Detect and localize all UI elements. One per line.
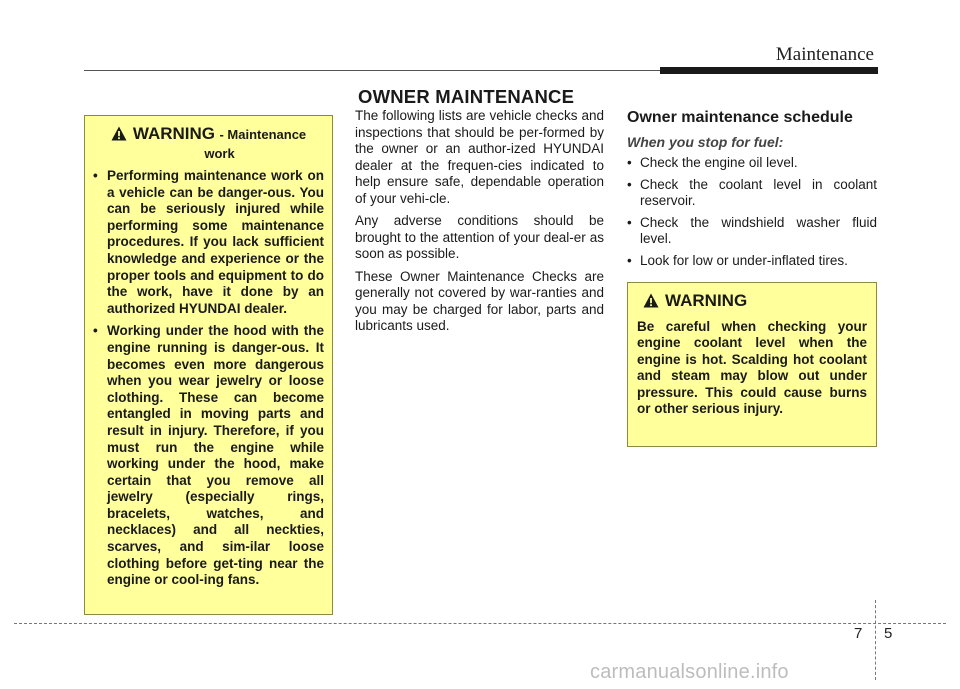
warning-subtitle-line2: work: [204, 146, 235, 161]
warning-item: • Performing maintenance work on a vehicle can be danger-ous. You can be seriously injured while performing some maintenance procedures. If you lack sufficient knowledge and experience or the proper tools and equipment to do the work, have it done by an authorized HYUNDAI dealer.: [93, 168, 324, 317]
schedule-subheading: When you stop for fuel:: [627, 134, 784, 150]
warning-header: [637, 291, 867, 311]
chapter-header: Maintenance: [775, 44, 874, 65]
warning-triangle-icon: [643, 293, 659, 308]
schedule-item: • Check the windshield washer fluid level.: [627, 215, 877, 248]
footer-page-divider: [875, 600, 876, 680]
schedule-list: [627, 155, 877, 269]
header-rule-bar: [660, 67, 878, 74]
intro-paragraph: Any adverse conditions should be brought to the attention of your deal-er as soon as possible.: [355, 213, 604, 261]
coolant-warning-box: [627, 282, 877, 447]
warning-title: WARNING: [132, 124, 216, 143]
chapter-number: 7: [854, 625, 863, 642]
warning-header: [93, 124, 324, 162]
header-rule: [84, 70, 662, 71]
warning-list: [93, 168, 324, 589]
intro-text-column: [355, 108, 604, 341]
warning-title: WARNING: [665, 291, 748, 310]
schedule-column: [627, 109, 877, 274]
page-title: OWNER MAINTENANCE: [358, 86, 575, 107]
page-number: 5: [884, 625, 893, 642]
schedule-item: • Check the engine oil level.: [627, 155, 877, 172]
maintenance-warning-box: [84, 115, 333, 615]
schedule-heading: Owner maintenance schedule: [627, 109, 853, 126]
schedule-item: • Look for low or under-inflated tires.: [627, 253, 877, 270]
warning-triangle-icon: [111, 126, 127, 141]
intro-paragraph: These Owner Maintenance Checks are generally not covered by war-ranties and you may be charged for labor, parts and lubricants used.: [355, 268, 604, 333]
warning-item: • Working under the hood with the engine running is danger-ous. It becomes even more dangerous when you wear jewelry or loose clothing. These can become entangled in moving parts and result in injury. Therefore, if you must run the engine while working under the hood, make certain that you remove all jewelry (especially rings, bracelets, watches, and necklaces) and all neckties, scarves, and sim-ilar loose clothing before get-ting near the engine or cool-ing fans.: [93, 323, 324, 589]
schedule-item: • Check the coolant level in coolant reservoir.: [627, 177, 877, 210]
warning-body: Be careful when checking your engine coolant level when the engine is hot. Scalding hot coolant and steam may blow out under pressure. This could cause burns or other serious injury.: [637, 319, 867, 417]
watermark: carmanualsonline.info: [590, 661, 789, 683]
intro-paragraph: The following lists are vehicle checks and inspections that should be per-formed by the owner or an author-ized HYUNDAI dealer at the frequen-cies indicated to help ensure safe, dependable operation of your vehi-cle.: [355, 108, 604, 206]
footer-divider: [14, 623, 946, 624]
warning-subtitle: - Maintenance: [219, 127, 307, 142]
